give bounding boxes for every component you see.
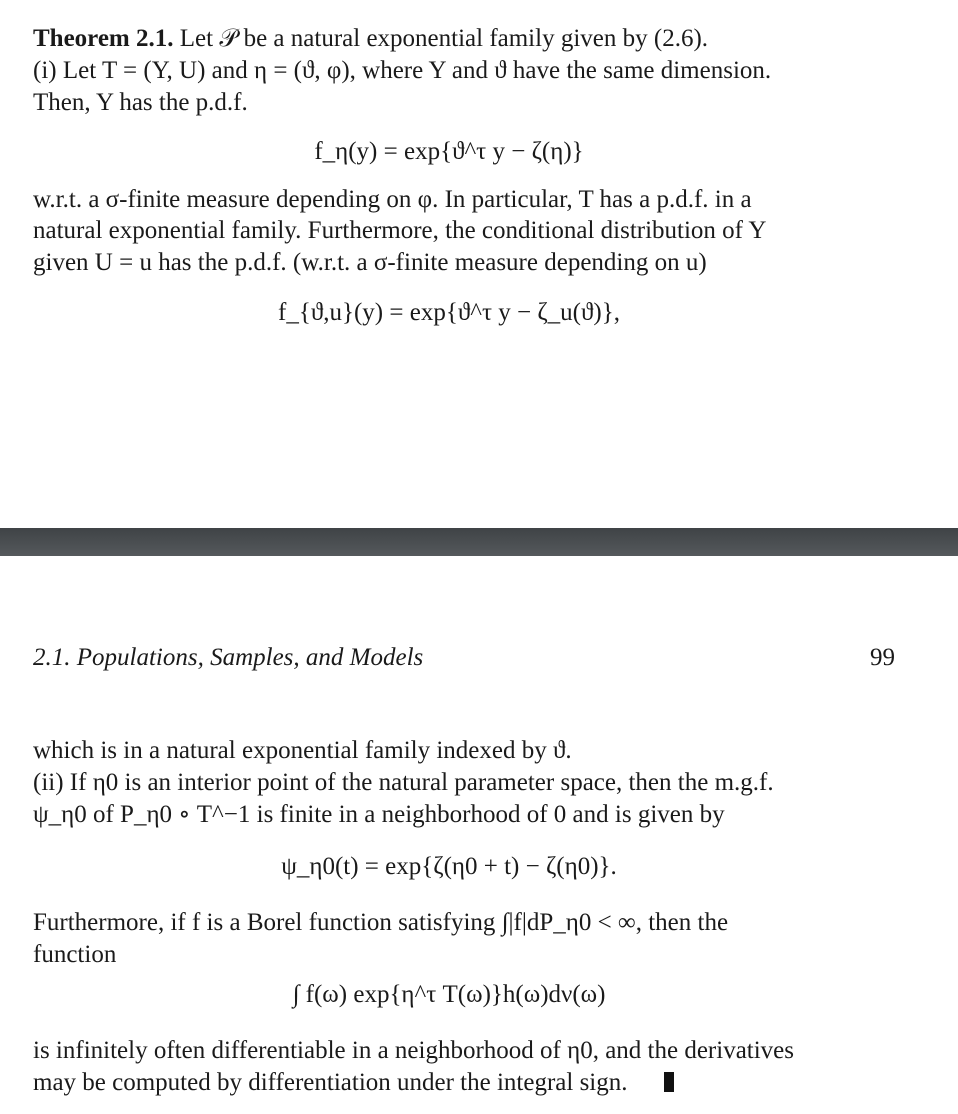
body-line-3: ψ_η0 of P_η0 ∘ T^−1 is finite in a neighborhood of 0 and is given by xyxy=(33,801,725,828)
theorem-line-5: natural exponential family. Furthermore, the conditional distribution of Y xyxy=(33,217,767,244)
running-head: 2.1. Populations, Samples, and Models xyxy=(33,644,424,671)
qed-square-icon xyxy=(664,1072,674,1092)
theorem-line-1 xyxy=(33,24,708,54)
body-line-6: is infinitely often differentiable in a neighborhood of η0, and the derivatives xyxy=(33,1037,795,1064)
body-line-1: which is in a natural exponential family indexed by ϑ. xyxy=(33,737,572,764)
theorem-line-1-text: Let 𝒫 be a natural exponential family given by (2.6). xyxy=(173,25,709,52)
theorem-line-2: (i) Let T = (Y, U) and η = (ϑ, φ), where Y and ϑ have the same dimension. xyxy=(33,57,772,84)
body-line-2: (ii) If η0 is an interior point of the natural parameter space, then the m.g.f. xyxy=(33,769,774,796)
body-line-7-text: may be computed by differentiation under the integral sign. xyxy=(33,1069,628,1096)
equation-2: f_{ϑ,u}(y) = exp{ϑ^τ y − ζ_u(ϑ)}, xyxy=(278,299,620,326)
theorem-label: Theorem 2.1. xyxy=(33,25,174,52)
page-top xyxy=(0,0,958,528)
page-bottom xyxy=(0,556,958,1114)
equation-4: ∫ f(ω) exp{η^τ T(ω)}h(ω)dν(ω) xyxy=(292,981,606,1008)
page-number: 99 xyxy=(870,644,895,671)
theorem-line-6: given U = u has the p.d.f. (w.r.t. a σ-finite measure depending on u) xyxy=(33,249,707,276)
body-line-7 xyxy=(33,1068,674,1098)
equation-1: f_η(y) = exp{ϑ^τ y − ζ(η)} xyxy=(314,138,584,165)
body-line-4: Furthermore, if f is a Borel function satisfying ∫|f|dP_η0 < ∞, then the xyxy=(33,909,729,936)
equation-3: ψ_η0(t) = exp{ζ(η0 + t) − ζ(η0)}. xyxy=(281,853,617,880)
theorem-line-3: Then, Y has the p.d.f. xyxy=(33,89,248,116)
theorem-line-4: w.r.t. a σ-finite measure depending on φ. In particular, T has a p.d.f. in a xyxy=(33,186,752,213)
body-line-5: function xyxy=(33,941,117,968)
page-divider xyxy=(0,528,958,556)
